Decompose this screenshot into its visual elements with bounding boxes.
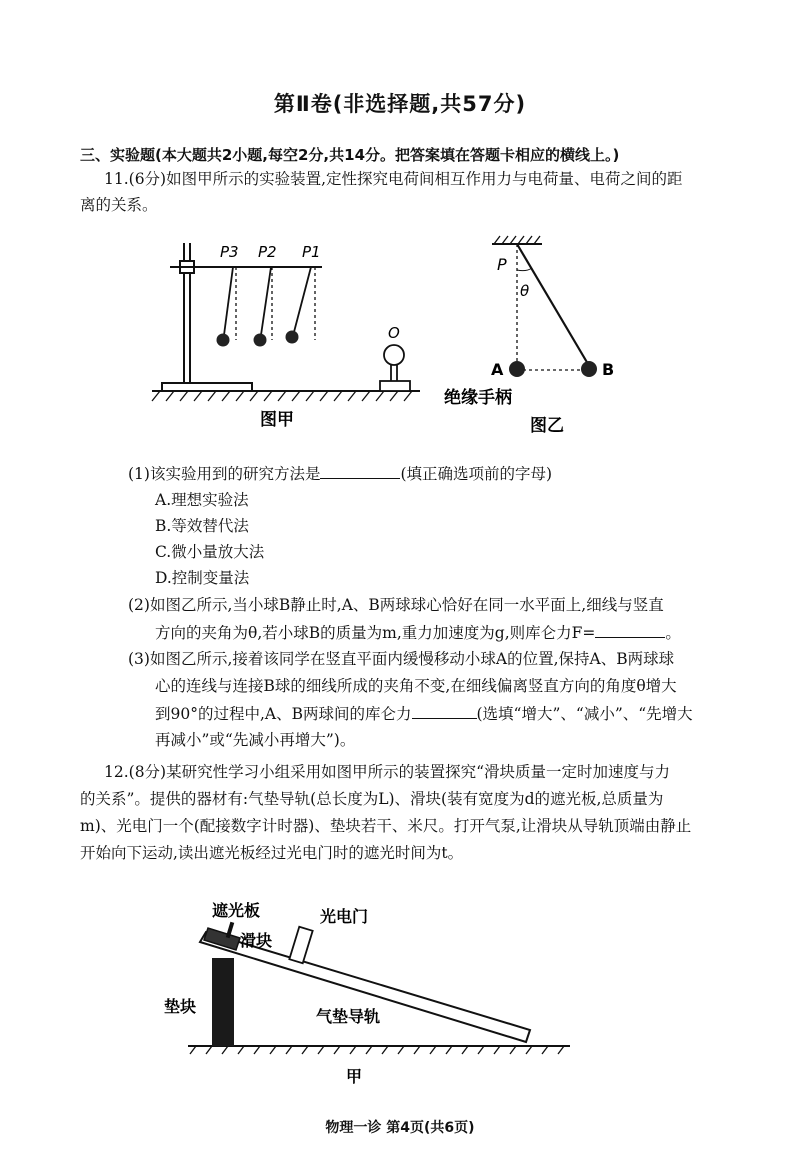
q11-sub3-answer-blank[interactable] bbox=[412, 703, 477, 719]
page-footer: 物理一诊 第4页(共6页) bbox=[325, 1120, 475, 1136]
label-p: P bbox=[497, 255, 507, 274]
q11-sub2-line2 bbox=[155, 622, 681, 643]
label-theta: θ bbox=[520, 282, 530, 300]
q11-sub2-prefix: 方向的夹角为θ,若小球B的质量为m,重力加速度为g,则库仑力F= bbox=[155, 624, 596, 642]
q11-sub1-answer-blank[interactable] bbox=[320, 463, 400, 479]
q11-stem-line2: 离的关系。 bbox=[80, 196, 158, 214]
label-p1: P1 bbox=[302, 243, 321, 261]
label-p3: P3 bbox=[220, 243, 239, 261]
ball-p3 bbox=[217, 334, 230, 347]
q11-sub1-prefix: (1)该实验用到的研究方法是 bbox=[128, 465, 321, 483]
label-block: 垫块 bbox=[164, 997, 197, 1016]
q11-stem-line1: 11.(6分)如图甲所示的实验装置,定性探究电荷间相互作用力与电荷量、电荷之间的距 bbox=[104, 170, 683, 188]
caption-yi: 图乙 bbox=[530, 416, 564, 436]
q11-sub3-prefix: 到90°的过程中,A、B两球间的库仑力 bbox=[155, 705, 412, 723]
q11-figure-yi bbox=[440, 230, 620, 440]
q11-option-c: C.微小量放大法 bbox=[155, 543, 265, 561]
label-b: B bbox=[602, 360, 615, 379]
q11-sub1-suffix: (填正确选项前的字母) bbox=[400, 465, 553, 483]
label-slider: 滑块 bbox=[240, 931, 273, 950]
q11-sub2-line1: (2)如图乙所示,当小球B静止时,A、B两球球心恰好在同一水平面上,细线与竖直 bbox=[128, 596, 664, 614]
q11-sub3-line1: (3)如图乙所示,接着该同学在竖直平面内缓慢移动小球A的位置,保持A、B两球球 bbox=[128, 650, 675, 668]
label-insulated-handle: 绝缘手柄 bbox=[444, 388, 512, 408]
label-shade-plate: 遮光板 bbox=[212, 901, 261, 920]
label-a: A bbox=[491, 360, 504, 379]
label-air-track: 气垫导轨 bbox=[316, 1007, 381, 1026]
q11-sub2-suffix: 。 bbox=[665, 624, 681, 642]
q11-option-a: A.理想实验法 bbox=[155, 491, 249, 509]
section-header: 三、实验题(本大题共2小题,每空2分,共14分。把答案填在答题卡相应的横线上。) bbox=[80, 146, 620, 164]
q11-sub2-answer-blank[interactable] bbox=[595, 622, 665, 638]
q12-figure-air-track bbox=[160, 888, 580, 1088]
q11-option-d: D.控制变量法 bbox=[155, 569, 250, 587]
q11-sub3-suffix: (选填“增大”、“减小”、“先增大 bbox=[476, 705, 693, 723]
q12-stem-line1: 12.(8分)某研究性学习小组采用如图甲所示的装置探究“滑块质量一定时加速度与力 bbox=[104, 763, 671, 781]
q11-sub3-line2: 心的连线与连接B球的细线所成的夹角不变,在细线偏离竖直方向的角度θ增大 bbox=[155, 677, 677, 695]
q12-stem-line2: 的关系”。提供的器材有:气垫导轨(总长度为L)、滑块(装有宽度为d的遮光板,总质量为 bbox=[80, 790, 664, 808]
spacer-block bbox=[212, 958, 234, 1046]
label-photogate: 光电门 bbox=[320, 907, 369, 926]
caption-jia: 图甲 bbox=[260, 410, 294, 430]
page-title: 第Ⅱ卷(非选择题,共57分) bbox=[273, 92, 527, 116]
q12-stem-line4: 开始向下运动,读出遮光板经过光电门时的遮光时间为t。 bbox=[80, 844, 464, 862]
q11-sub3-line4: 再减小”或“先减小再增大”)。 bbox=[155, 731, 356, 749]
ball-b bbox=[581, 361, 597, 377]
q11-sub1 bbox=[128, 463, 552, 484]
q11-sub3-line3 bbox=[155, 703, 693, 724]
q12-stem-line3: m)、光电门一个(配接数字计时器)、垫块若干、米尺。打开气泵,让滑块从导轨顶端由静止 bbox=[80, 817, 692, 835]
q11-option-b: B.等效替代法 bbox=[155, 517, 249, 535]
label-o: O bbox=[388, 324, 400, 342]
caption-q12-jia: 甲 bbox=[346, 1067, 363, 1086]
label-p2: P2 bbox=[258, 243, 277, 261]
ball-p2 bbox=[254, 334, 267, 347]
q11-figure-jia bbox=[140, 225, 430, 435]
ball-a bbox=[509, 361, 525, 377]
ball-p1 bbox=[286, 331, 299, 344]
photogate bbox=[289, 927, 312, 964]
